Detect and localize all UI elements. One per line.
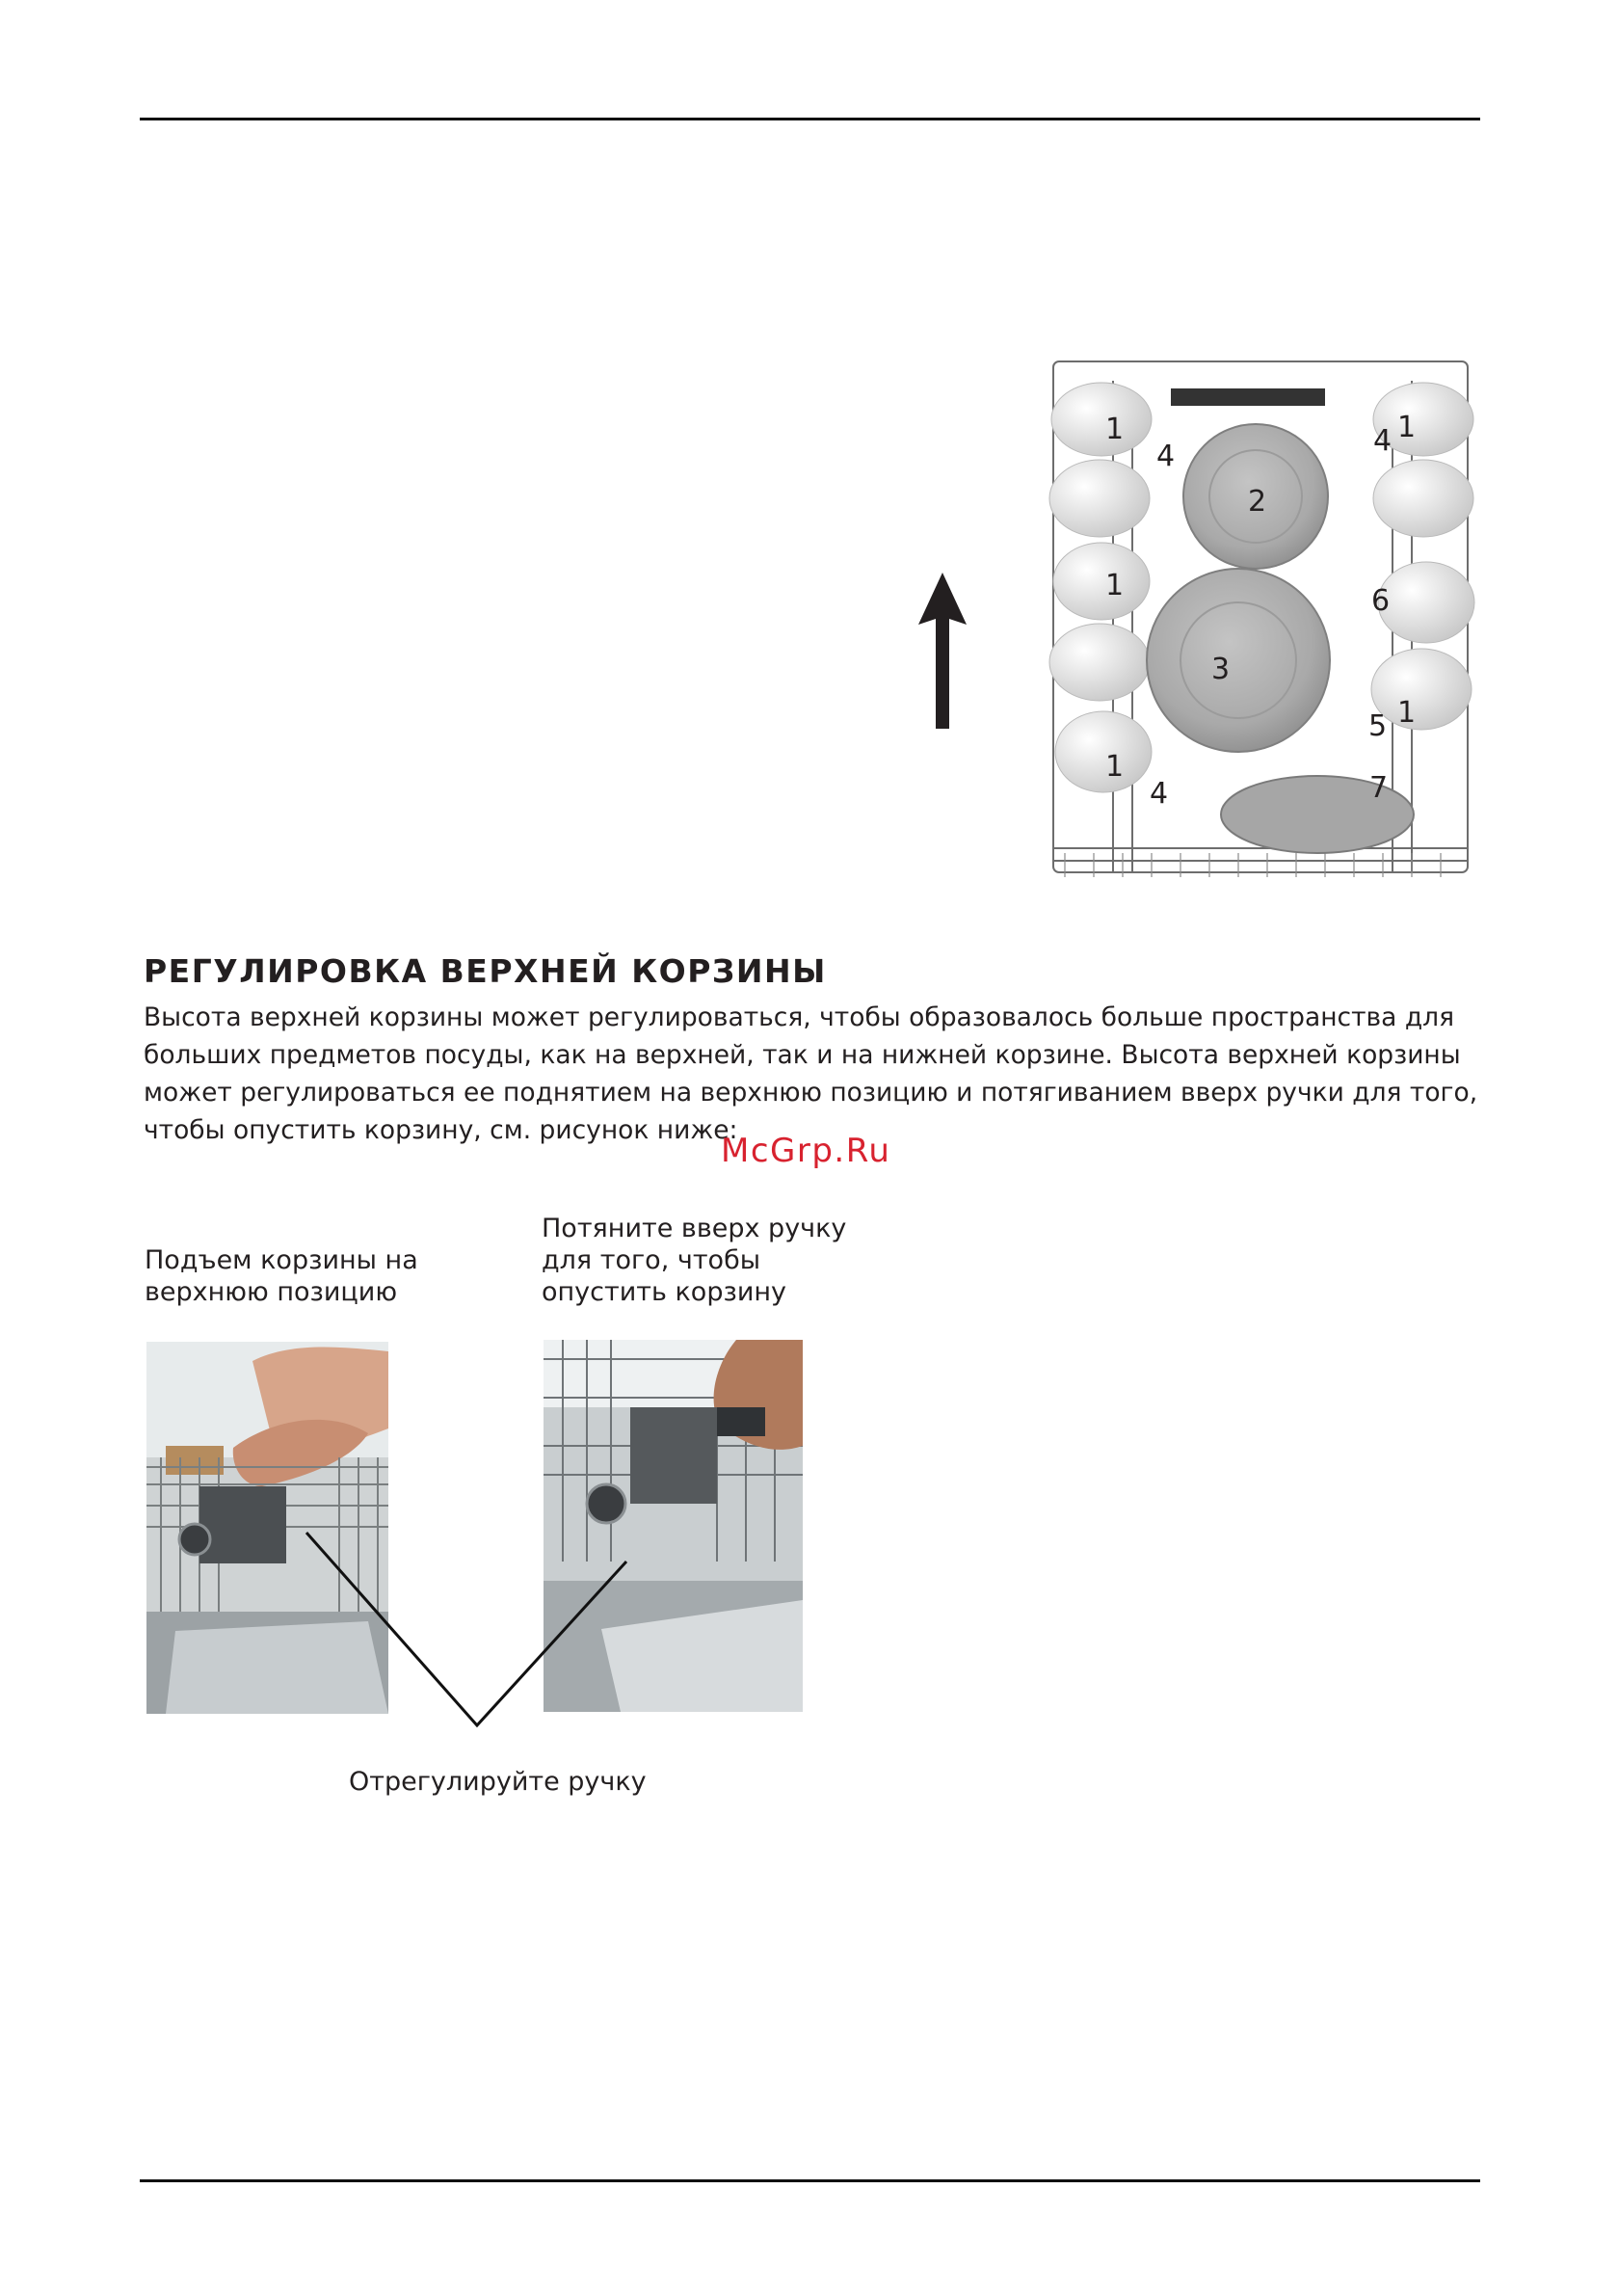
caption-line: для того, чтобы [542,1245,761,1275]
basket-label-2: 2 [1248,485,1267,519]
bottom-rule [140,2179,1480,2182]
basket-label-4: 4 [1373,424,1393,458]
section-heading: РЕГУЛИРОВКА ВЕРХНЕЙ КОРЗИНЫ [144,952,827,990]
paragraph-line: больших предметов посуды, как на верхней, так и на нижней корзине. Высота верхней корзины [144,1040,1461,1070]
photo-raise-basket [146,1342,388,1714]
basket-label-1: 1 [1105,413,1125,446]
basket-label-5: 5 [1368,709,1388,743]
basket-label-1: 1 [1397,696,1417,730]
basket-label-3: 3 [1211,653,1231,686]
basket-label-4: 4 [1150,777,1169,811]
caption-line: верхнюю позицию [145,1277,398,1307]
paragraph-line: может регулироваться ее поднятием на верхнюю позицию и потягиванием вверх ручки для того, [144,1078,1478,1108]
caption-pull-handle [542,1213,846,1308]
paragraph-line: Высота верхней корзины может регулироваться, чтобы образовалось больше пространства для [144,1002,1455,1032]
basket-label-4: 4 [1156,440,1176,473]
watermark-link[interactable]: McGrp.Ru [721,1132,891,1170]
upper-basket-diagram [1046,352,1479,887]
basket-label-7: 7 [1369,771,1389,805]
basket-label-6: 6 [1371,584,1391,618]
basket-label-1: 1 [1397,411,1417,444]
basket-label-1: 1 [1105,569,1125,602]
caption-raise-basket [145,1244,418,1308]
caption-adjust-handle: Отрегулируйте ручку [349,1767,647,1797]
top-rule [140,118,1480,120]
paragraph-line: чтобы опустить корзину, см. рисунок ниже: [144,1115,738,1145]
caption-line: опустить корзину [542,1277,786,1307]
caption-line: Подъем корзины на [145,1245,418,1275]
basket-label-1: 1 [1105,750,1125,784]
photo-pull-handle [544,1340,803,1712]
caption-line: Потяните вверх ручку [542,1214,847,1243]
body-paragraph [144,999,1493,1149]
arrow-up-icon [911,569,974,733]
